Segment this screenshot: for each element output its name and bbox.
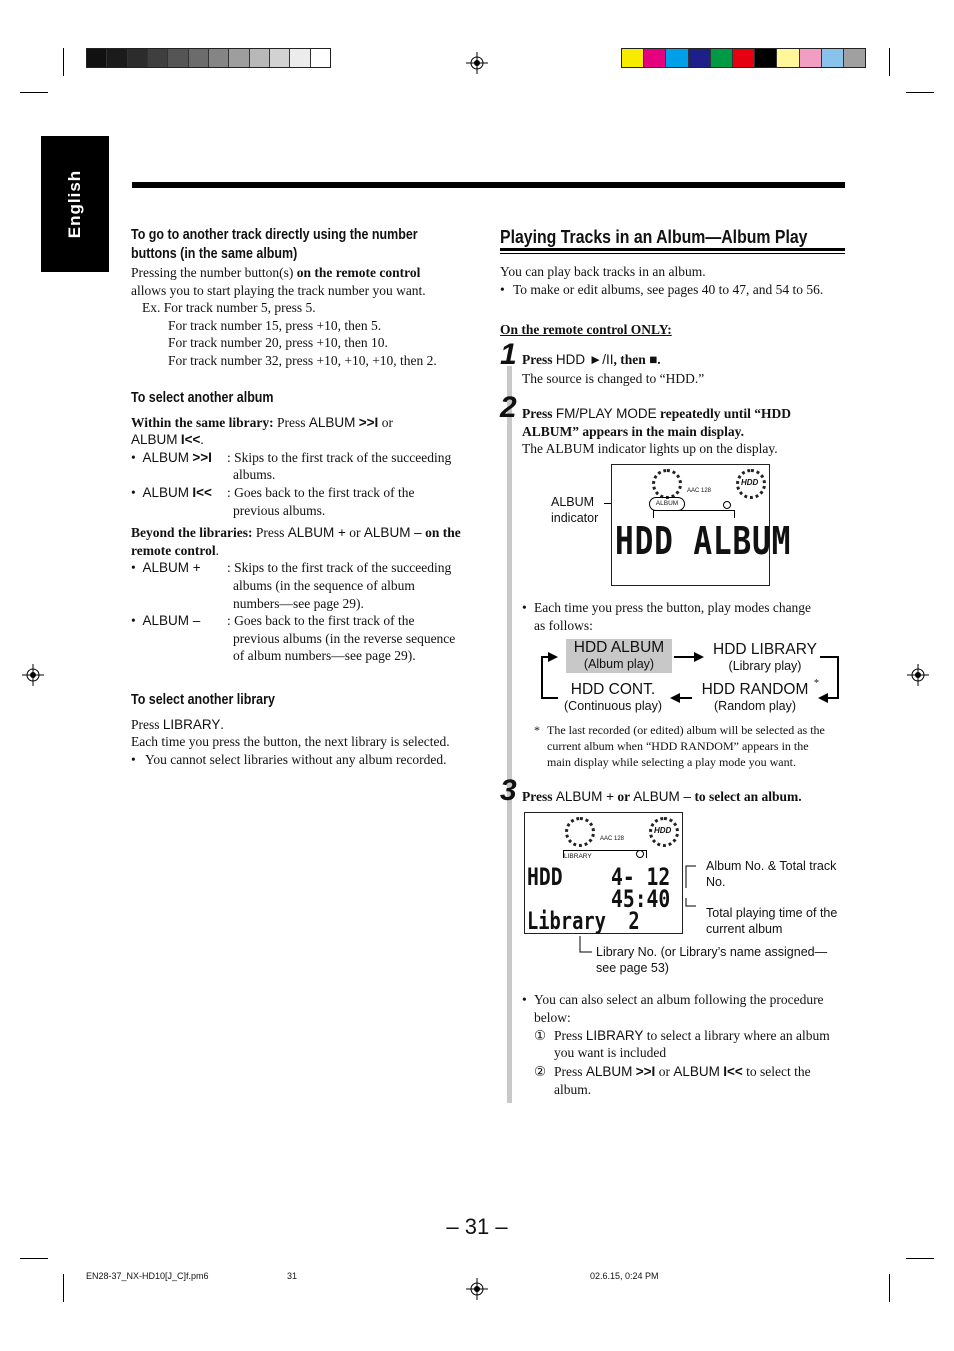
paragraph: Pressing the number button(s) on the remote control [131,265,421,280]
steps-side-bar [507,366,512,1103]
calibration-swatch [189,49,209,67]
calibration-swatch [311,49,330,67]
callout-lines [570,860,710,956]
format-indicator: AAC 128 [687,488,712,494]
indicator-bracket [563,850,647,858]
hdd-logo: HDD [741,478,759,487]
calibration-swatch [777,49,799,67]
language-tab [41,136,109,272]
example-line: For track number 15, press +10, then 5. [168,317,382,333]
calibration-swatch [128,49,148,67]
footnote: * The last recorded (or edited) album will be selected as the current album when “HDD RANDOM” appears in the main display while selecting a play mode you want. [534,723,825,769]
list-item: • To make or edit albums, see pages 40 to 47, and 54 to 56. [500,282,824,297]
step-number: 2 [500,391,517,424]
crop-mark [63,48,64,76]
list-item: • Each time you press the button, play modes change [522,600,812,615]
calibration-swatch [822,49,844,67]
calibration-swatch [250,49,270,67]
calibration-swatch [168,49,188,67]
remote-only-label: On the remote control ONLY: [500,322,672,337]
left-column: To go to another track directly using the number buttons (in the same album) Pressing the number button(s) on the remote control allows you to start playing the track number you want. Ex. For track number 5, press 5. For track number 15, press +10, then 5. For track number 20, press +10, then 10. For track number 32, press +10, +10, +10, then 2. To select another album Within the same library: Press ALBUM >>I or ALBUM I<<. • ALBUM >>I : Skips to the first track of the succeeding albums. • ALBUM I<< : Goes back to the first track of the previous albums. Beyond the libraries: Press ALBUM + or ALBUM – on the remote control. • ALBUM + : Skips to the first track of the succeeding albums (in the sequence of album numbers—see page 29). • ALBUM – : Goes back to the first track of the previous albums (in the reverse sequence of album numbers—see page 29). To select another library Press LIBRARY. Each time you press the button, the next library is selected. • You cannot select libraries without any album recorded. [131,226,481,769]
asterisk-mark: * [814,678,819,689]
step-instruction: Press ALBUM + or ALBUM – to select an album. [522,789,802,804]
hdd-logo: HDD [654,826,672,835]
footer-date: 02.6.15, 0:24 PM [590,1271,659,1281]
calibration-swatch [644,49,666,67]
calibration-swatch [844,49,865,67]
registration-mark-icon [22,664,44,686]
example-line: For track number 20, press +10, then 10. [168,335,388,351]
heading-underline-thin [500,253,845,254]
list-item: • ALBUM I<< : Goes back to the first track of the [131,484,415,500]
section-heading-album-play: Playing Tracks in an Album—Album Play [500,227,808,247]
step-number: 3 [500,774,517,807]
mode-cycle-arrows [538,640,844,706]
calibration-swatch [689,49,711,67]
lcd-display-album [611,464,792,586]
disc-icon [565,817,595,847]
calibration-swatch [733,49,755,67]
calibration-swatch [711,49,733,67]
mode-box-cont: HDD CONT. (Continuous play) [564,681,662,713]
mode-box-library: HDD LIBRARY (Library play) [713,641,817,673]
calibration-swatch [148,49,168,67]
footer-page: 31 [287,1271,298,1281]
calibration-swatch [800,49,822,67]
page-number: – 31 – [446,1214,508,1239]
list-item: • ALBUM + : Skips to the first track of the succeeding [131,560,452,576]
crop-mark [20,1258,48,1259]
album-indicator-callout: ALBUM indicator [551,495,599,525]
album-indicator: ALBUM [649,497,685,511]
mode-box-random: HDD RANDOM (Random play) [701,681,809,713]
lcd-main-text: HDD ALBUM [615,519,792,563]
section-heading-select-album: To select another album [131,389,274,406]
procedure-step: ② Press ALBUM >>I or ALBUM I<< to select the [534,1064,811,1079]
footer-filename: EN28-37_NX-HD10[J_C]f.pm6 [86,1271,209,1281]
disc-icon [652,469,682,499]
format-indicator: AAC 128 [600,836,625,842]
example-line: Ex. For track number 5, press 5. [142,300,316,316]
library-number-callout: Library No. (or Library’s name assigned— see page 53) [596,945,828,975]
step-instruction: Press HDD ►/II, then ■. [522,352,661,367]
crop-mark [63,1274,64,1302]
example-line: For track number 32, press +10, +10, +10, then 2. [168,352,437,368]
calibration-swatch [209,49,229,67]
calibration-swatch [290,49,310,67]
lcd-row-library: Library 2 [527,907,640,935]
step-number: 1 [500,338,517,371]
registration-mark-icon [466,52,488,74]
heading-underline [500,248,845,251]
calibration-swatch [666,49,688,67]
playing-time-callout: Total playing time of the current album [706,906,838,936]
section-heading-direct-track: To go to another track directly using the number [131,227,418,243]
color-calibration-bar [621,48,866,68]
crop-mark [889,48,890,76]
list-item: • You can also select an album following the procedure [522,992,824,1007]
crop-mark [20,92,48,93]
calibration-swatch [107,49,127,67]
status-icon [723,501,731,509]
indicator-bracket [653,510,735,518]
lcd-row-album-track: 4- 12 [611,863,671,891]
list-item: • You cannot select libraries without any album recorded. [131,752,447,768]
lcd-row-time: 45:40 [611,885,671,913]
calibration-swatch [229,49,249,67]
calibration-swatch [270,49,290,67]
section-heading-select-library: To select another library [131,691,275,708]
crop-mark [906,92,934,93]
registration-mark-icon [466,1278,488,1300]
top-rule [132,182,845,188]
lcd-row-source: HDD [527,863,563,891]
language-tab-label: English [65,169,84,239]
list-item: • ALBUM >>I : Skips to the first track of the succeeding [131,449,452,465]
crop-mark [889,1274,890,1302]
status-icon [636,850,644,858]
calibration-swatch [622,49,644,67]
calibration-swatch [755,49,777,67]
crop-mark [906,1258,934,1259]
calibration-swatch [87,49,107,67]
step-instruction: Press FM/PLAY MODE repeatedly until “HDD [522,406,792,421]
grayscale-calibration-bar [86,48,331,68]
album-track-callout: Album No. & Total track No. [706,859,837,889]
registration-mark-icon [907,664,929,686]
mode-box-album: HDD ALBUM (Album play) [566,639,672,673]
library-indicator: LIBRARY [564,853,592,860]
list-item: • ALBUM – : Goes back to the first track of the [131,613,415,629]
procedure-step: ① Press LIBRARY to select a library where an album [534,1028,830,1043]
